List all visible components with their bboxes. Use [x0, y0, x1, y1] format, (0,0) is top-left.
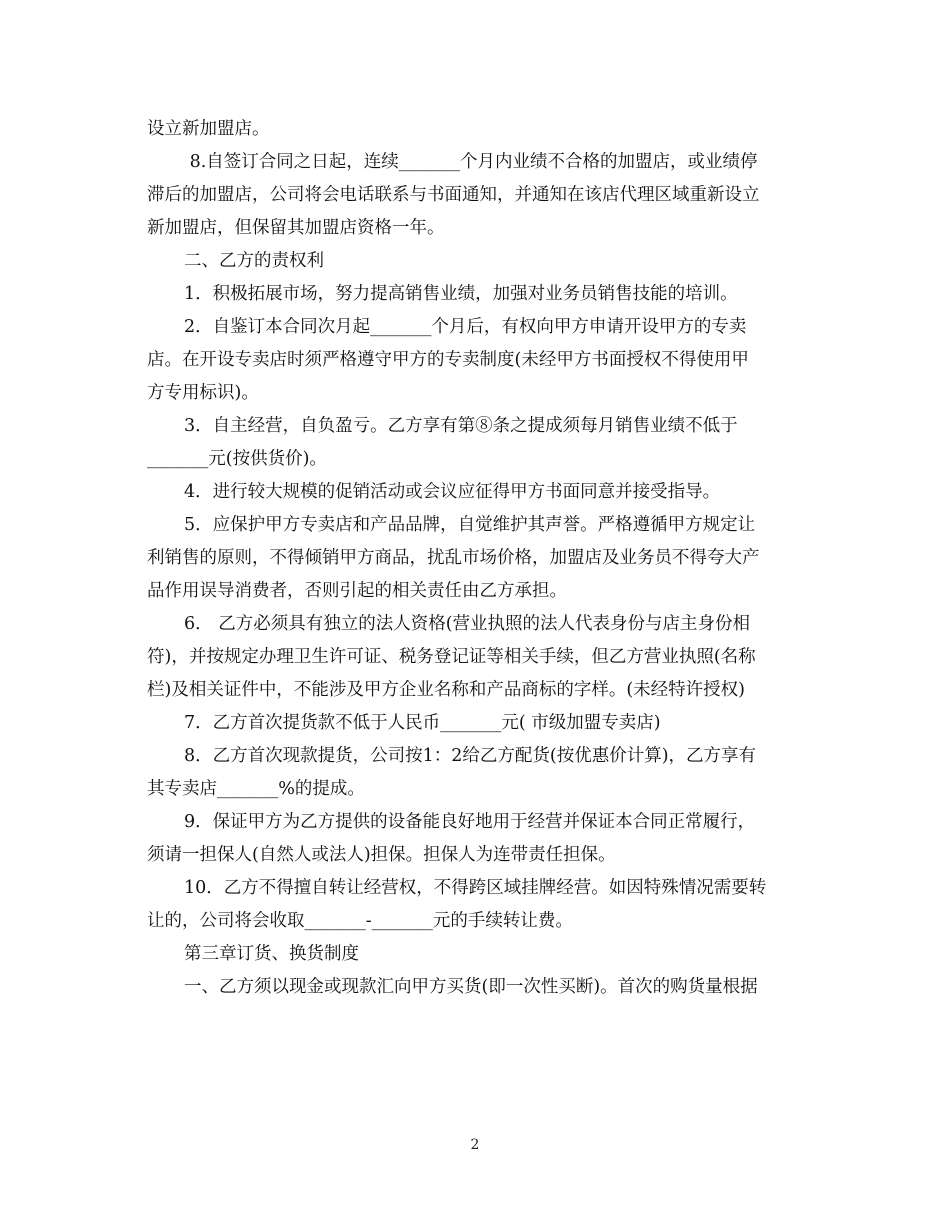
section-heading: 二、乙方的责权利	[184, 251, 324, 271]
text-line: 3．自主经营，自负盈亏。乙方享有第⑧条之提成须每月销售业绩不低于	[184, 416, 738, 436]
text-line: 须请一担保人(自然人或法人)担保。担保人为连带责任担保。	[147, 845, 616, 865]
text-line: 方专用标识)。	[147, 383, 259, 403]
text-line: 4．进行较大规模的促销活动或会议应征得甲方书面同意并接受指导。	[184, 482, 721, 502]
page-number: 2	[470, 1137, 480, 1153]
text-line: 栏)及相关证件中，不能涉及甲方企业名称和产品商标的字样。(未经特许授权)	[147, 680, 745, 700]
text-line: 新加盟店，但保留其加盟店资格一年。	[147, 218, 445, 238]
text-line: 10．乙方不得擅自转让经营权，不得跨区域挂牌经营。如因特殊情况需要转	[184, 878, 767, 898]
text-line: 其专卖店_______%的提成。	[147, 779, 365, 799]
text-line: 一、乙方须以现金或现款汇向甲方买货(即一次性买断)。首次的购货量根据	[184, 977, 758, 997]
text-line: 8．乙方首次现款提货，公司按1：2给乙方配货(按优惠价计算)，乙方享有	[184, 746, 757, 766]
text-line: 利销售的原则，不得倾销甲方商品，扰乱市场价格，加盟店及业务员不得夸大产	[147, 548, 760, 568]
text-line: 1．积极拓展市场，努力提高销售业绩，加强对业务员销售技能的培训。	[184, 284, 738, 304]
text-line: 2．自鉴订本合同次月起_______个月后，有权向甲方申请开设甲方的专卖	[184, 317, 747, 337]
text-line: 滞后的加盟店，公司将会电话联系与书面通知，并通知在该店代理区域重新设立	[147, 185, 760, 205]
chapter-heading: 第三章订货、换货制度	[184, 944, 359, 964]
document-body	[147, 113, 799, 1004]
text-line: 让的，公司将会收取_______-_______元的手续转让费。	[147, 911, 573, 931]
text-line: 7．乙方首次提货款不低于人民币_______元( 市级加盟专卖店)	[184, 713, 661, 733]
text-line: 品作用误导消费者，否则引起的相关责任由乙方承担。	[147, 581, 567, 601]
text-line: 6． 乙方必须具有独立的法人资格(营业执照的法人代表身份与店主身份相	[184, 614, 751, 634]
text-line: _______元(按供货价)。	[147, 449, 327, 469]
text-line: 符)，并按规定办理卫生许可证、税务登记证等相关手续，但乙方营业执照(名称	[147, 647, 756, 667]
text-line: 9．保证甲方为乙方提供的设备能良好地用于经营并保证本合同正常履行，	[184, 812, 756, 832]
text-line: 设立新加盟店。	[147, 119, 270, 139]
text-line: 5．应保护甲方专卖店和产品品牌，自觉维护其声誉。严格遵循甲方规定让	[184, 515, 756, 535]
text-line: 8.自签订合同之日起，连续_______个月内业绩不合格的加盟店，或业绩停	[184, 152, 758, 172]
text-line: 店。在开设专卖店时须严格遵守甲方的专卖制度(未经甲方书面授权不得使用甲	[147, 350, 749, 370]
